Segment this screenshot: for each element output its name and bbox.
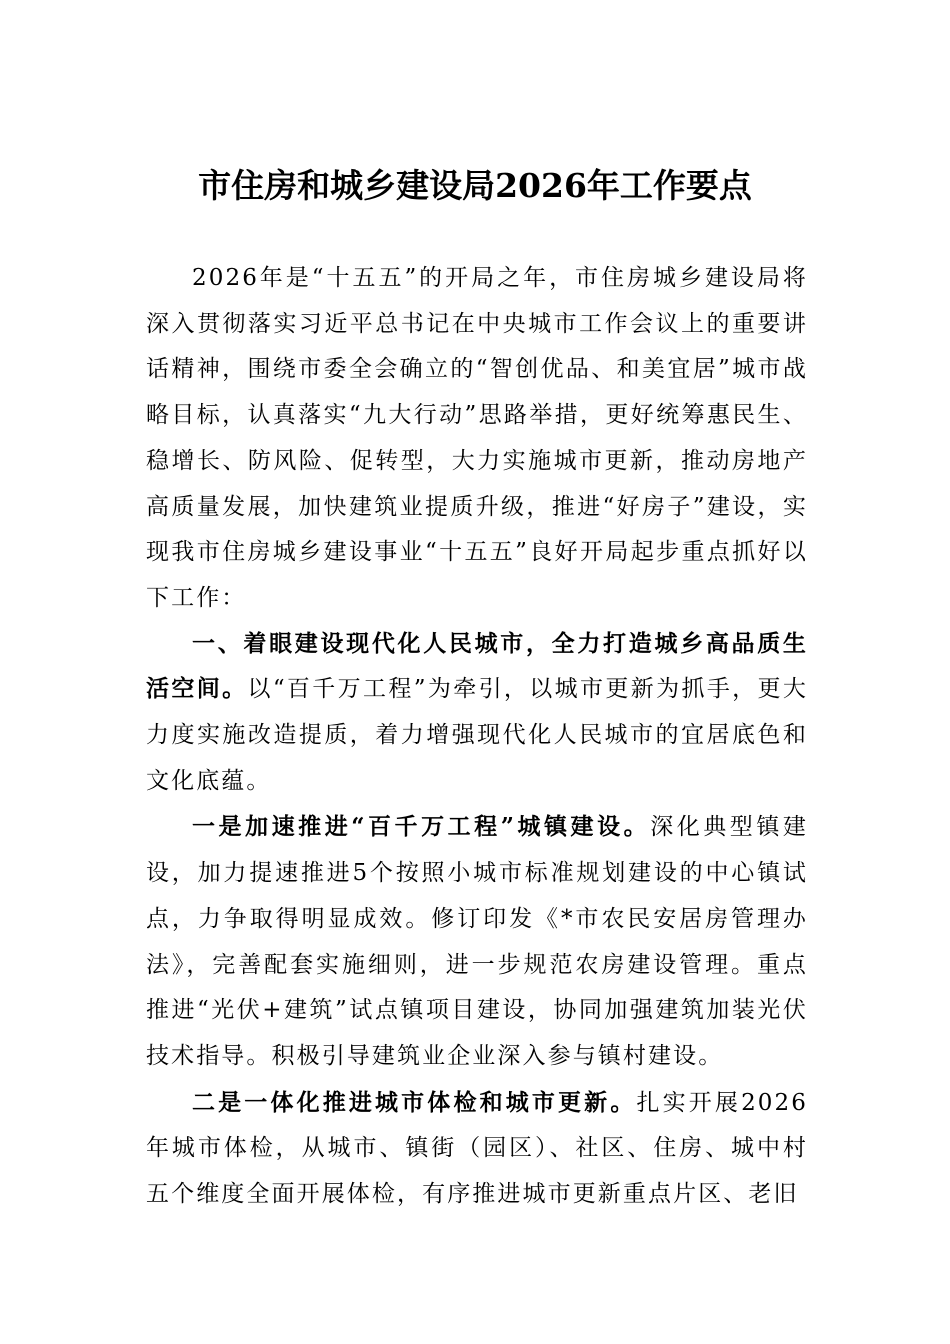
item-heading: 一是加速推进“百千万工程”城镇建设。	[192, 813, 651, 841]
paragraph-text: 深化典型镇建设，加力提速推进5个按照小城市标准规划建设的中心镇试点，力争取得明显成效。修订印发《*市农民安居房管理办法》，完善配套实施细则，进一步规范农房建设管理。重点推进“光伏+建筑”试点镇项目建设，协同加强建筑加装光伏技术指导。积极引导建筑业企业深入参与镇村建设。	[146, 814, 808, 1069]
item-two-paragraph	[146, 1080, 808, 1218]
document-title: 市住房和城乡建设局2026年工作要点	[198, 166, 752, 205]
item-heading: 二是一体化推进城市体检和城市更新。	[192, 1088, 637, 1116]
section-heading: 一、着眼建设现代化人民城市，全力打造城乡高品质生活空间。	[146, 630, 808, 703]
paragraph-text: 2026年是“十五五”的开局之年，市住房城乡建设局将深入贯彻落实习近平总书记在中央城市工作会议上的重要讲话精神，围绕市委全会确立的“智创优品、和美宜居”城市战略目标，认真落实“九大行动”思路举措，更好统筹惠民生、稳增长、防风险、促转型，大力实施城市更新，推动房地产高质量发展，加快建筑业提质升级，推进“好房子”建设，实现我市住房城乡建设事业“十五五”良好开局起步重点抓好以下工作：	[146, 265, 808, 611]
section-one-paragraph	[146, 622, 808, 805]
item-one-paragraph	[146, 804, 808, 1079]
paragraph-text: 扎实开展2026年城市体检，从城市、镇街（园区）、社区、住房、城中村五个维度全面开展体检，有序推进城市更新重点片区、老旧	[146, 1089, 808, 1208]
document-body	[146, 256, 808, 1218]
paragraph-text: 以“百千万工程”为牵引，以城市更新为抓手，更大力度实施改造提质，着力增强现代化人民城市的宜居底色和文化底蕴。	[146, 676, 808, 794]
intro-paragraph	[146, 256, 808, 622]
